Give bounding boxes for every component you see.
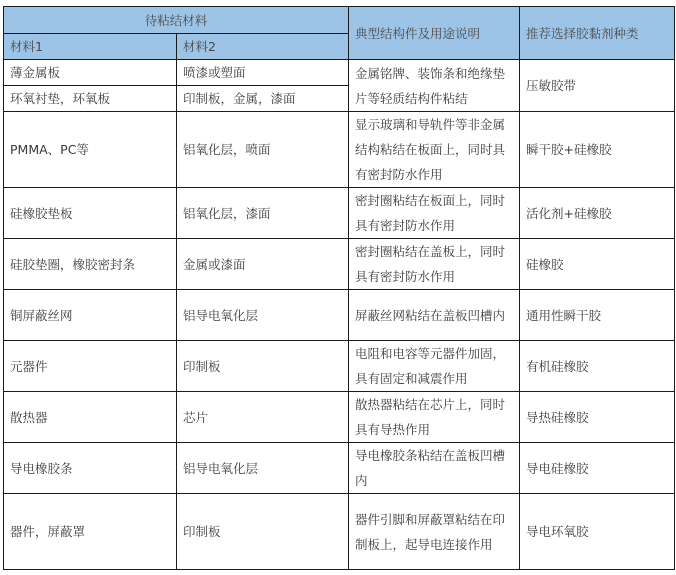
table-row (4, 290, 675, 341)
cell-material-1: 铜屏蔽丝网 (4, 290, 177, 341)
header-material-2: 材料2 (177, 34, 349, 60)
header-materials-to-bond: 待粘结材料 (4, 7, 349, 34)
adhesive-selection-table (3, 6, 675, 570)
cell-description: 显示玻璃和导轨件等非金属结构粘结在板面上，同时具有密封防水作用 (349, 112, 520, 188)
cell-description: 密封圈粘结在板面上，同时具有密封防水作用 (349, 188, 520, 239)
cell-material-1: 元器件 (4, 341, 177, 392)
cell-material-1: 器件，屏蔽罩 (4, 494, 177, 570)
cell-material-1: 散热器 (4, 392, 177, 443)
cell-material-1: 导电橡胶条 (4, 443, 177, 494)
table-row (4, 112, 675, 188)
table-header (4, 7, 675, 60)
cell-description: 密封圈粘结在盖板上，同时具有密封防水作用 (349, 239, 520, 290)
cell-material-2: 铝导电氧化层 (177, 443, 349, 494)
table-row (4, 341, 675, 392)
cell-material-1: 环氧衬垫，环氧板 (4, 86, 177, 112)
cell-material-2: 喷漆或塑面 (177, 60, 349, 86)
cell-adhesive: 有机硅橡胶 (520, 341, 675, 392)
cell-material-2: 印制板 (177, 341, 349, 392)
header-recommended-adhesive: 推荐选择胶黏剂种类 (520, 7, 675, 60)
cell-adhesive: 瞬干胶+硅橡胶 (520, 112, 675, 188)
cell-material-1: 硅胶垫圈，橡胶密封条 (4, 239, 177, 290)
cell-description: 金属铭牌、装饰条和绝缘垫片等轻质结构件粘结 (349, 60, 520, 112)
cell-adhesive: 通用性瞬干胶 (520, 290, 675, 341)
cell-description: 电阻和电容等元器件加固，具有固定和减震作用 (349, 341, 520, 392)
cell-description: 导电橡胶条粘结在盖板凹槽内 (349, 443, 520, 494)
cell-material-2: 印制板，金属，漆面 (177, 86, 349, 112)
cell-description: 屏蔽丝网粘结在盖板凹槽内 (349, 290, 520, 341)
table-body (4, 60, 675, 570)
cell-material-1: 薄金属板 (4, 60, 177, 86)
cell-material-2: 铝氧化层，喷面 (177, 112, 349, 188)
table-row (4, 60, 675, 86)
cell-material-2: 芯片 (177, 392, 349, 443)
cell-material-1: 硅橡胶垫板 (4, 188, 177, 239)
header-description: 典型结构件及用途说明 (349, 7, 520, 60)
table-row (4, 188, 675, 239)
cell-adhesive: 压敏胶带 (520, 60, 675, 112)
cell-adhesive: 硅橡胶 (520, 239, 675, 290)
cell-adhesive: 导电环氧胶 (520, 494, 675, 570)
cell-adhesive: 导电硅橡胶 (520, 443, 675, 494)
cell-material-2: 铝氧化层，漆面 (177, 188, 349, 239)
cell-material-2: 金属或漆面 (177, 239, 349, 290)
cell-material-1: PMMA、PC等 (4, 112, 177, 188)
cell-adhesive: 活化剂+硅橡胶 (520, 188, 675, 239)
cell-description: 散热器粘结在芯片上，同时具有导热作用 (349, 392, 520, 443)
table-row (4, 494, 675, 570)
header-material-1: 材料1 (4, 34, 177, 60)
cell-material-2: 铝导电氧化层 (177, 290, 349, 341)
cell-material-2: 印制板 (177, 494, 349, 570)
table-row (4, 239, 675, 290)
cell-adhesive: 导热硅橡胶 (520, 392, 675, 443)
table-row (4, 443, 675, 494)
table-row (4, 392, 675, 443)
cell-description: 器件引脚和屏蔽罩粘结在印制板上，起导电连接作用 (349, 494, 520, 570)
